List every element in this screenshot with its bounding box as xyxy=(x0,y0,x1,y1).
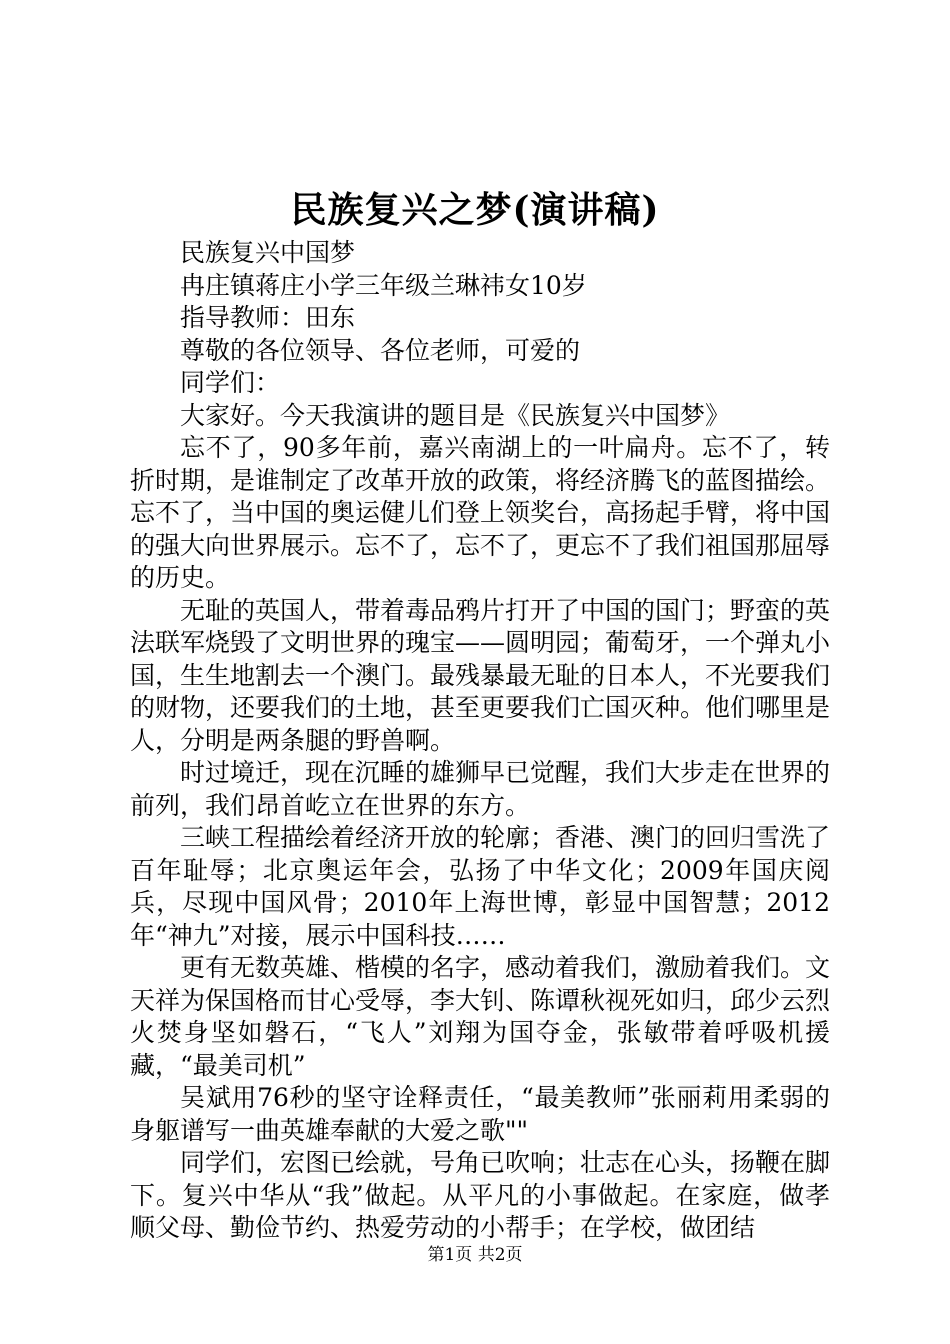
paragraph-body: 时过境迁，现在沉睡的雄狮早已觉醒，我们大步走在世界的前列，我们昂首屹立在世界的东方。 xyxy=(130,758,831,820)
paragraph-greeting: 尊敬的各位领导、各位老师，可爱的 xyxy=(180,335,581,365)
paragraph-body: 更有无数英雄、楷模的名字，感动着我们，激励着我们。文天祥为保国格而甘心受辱，李大钊、陈谭秋视死如归，邱少云烈火焚身坚如磐石，“飞人”刘翔为国夺金，张敏带着呼吸机援藏，“最美司机” xyxy=(130,953,831,1080)
paragraph-body: 忘不了，90多年前，嘉兴南湖上的一叶扁舟。忘不了，转折时期，是谁制定了改革开放的政策，将经济腾飞的蓝图描绘。忘不了，当中国的奥运健儿们登上领奖台，高扬起手臂，将中国的强大向世界展示。忘不了，忘不了，更忘不了我们祖国那屈辱的历史。 xyxy=(130,433,831,592)
document-body xyxy=(130,237,830,1245)
paragraph-intro: 大家好。今天我演讲的题目是《民族复兴中国梦》 xyxy=(180,400,731,430)
document-title: 民族复兴之梦(演讲稿) xyxy=(290,189,660,231)
paragraph-body: 三峡工程描绘着经济开放的轮廓；香港、澳门的回归雪洗了百年耻辱；北京奥运年会，弘扬了中华文化；2009年国庆阅兵，尽现中国风骨；2010年上海世博，彰显中国智慧；2012年“神九”对接，展示中国科技…… xyxy=(130,823,831,950)
paragraph-speech-subtitle: 民族复兴中国梦 xyxy=(180,238,356,267)
paragraph-author: 冉庄镇蒋庄小学三年级兰琳祎女10岁 xyxy=(180,270,587,300)
paragraph-greeting-cont: 同学们： xyxy=(180,368,281,397)
paragraph-body: 无耻的英国人，带着毒品鸦片打开了中国的国门；野蛮的英法联军烧毁了文明世界的瑰宝——圆明园；葡萄牙，一个弹丸小国，生生地割去一个澳门。最残暴最无耻的日本人，不光要我们的财物，还要我们的土地，甚至更要我们亡国灭种。他们哪里是人，分明是两条腿的野兽啊。 xyxy=(130,595,831,755)
paragraph-body: 吴斌用76秒的坚守诠释责任，“最美教师”张丽莉用柔弱的身躯谱写一曲英雄奉献的大爱之歌"" xyxy=(130,1083,830,1145)
paragraph-teacher: 指导教师：田东 xyxy=(180,303,356,332)
page-footer: 第1页 共2页 xyxy=(427,1245,523,1265)
paragraph-body: 同学们，宏图已绘就，号角已吹响；壮志在心头，扬鞭在脚下。复兴中华从“我”做起。从平凡的小事做起。在家庭，做孝顺父母、勤俭节约、热爱劳动的小帮手；在学校，做团结 xyxy=(130,1148,831,1242)
